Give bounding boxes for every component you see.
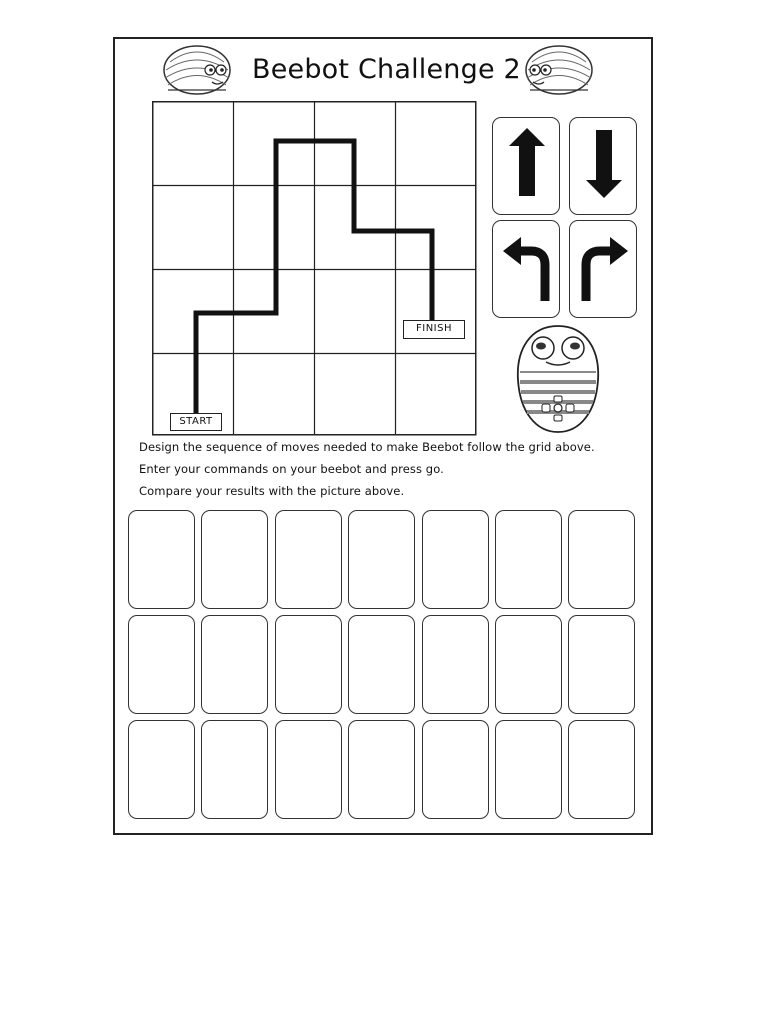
answer-card: [568, 615, 635, 714]
instruction-line-2: Enter your commands on your beebot and press go.: [139, 462, 444, 476]
answer-card: [275, 510, 342, 609]
answer-card: [348, 615, 415, 714]
answer-card: [201, 615, 268, 714]
answer-card: [422, 720, 489, 819]
answer-card: [495, 615, 562, 714]
answer-card: [201, 720, 268, 819]
start-label: START: [170, 413, 222, 431]
beebot-title-right-icon: [522, 40, 596, 98]
answer-card: [495, 720, 562, 819]
finish-label: FINISH: [403, 320, 465, 339]
answer-card: [495, 510, 562, 609]
answer-card: [348, 720, 415, 819]
answer-card: [128, 510, 195, 609]
answer-card: [568, 510, 635, 609]
instruction-line-3: Compare your results with the picture above.: [139, 484, 405, 498]
turn-left-arrow-icon: [493, 221, 561, 319]
answer-card: [348, 510, 415, 609]
beebot-title-left-icon: [160, 40, 234, 98]
answer-card: [422, 510, 489, 609]
beebot-robot-icon: [512, 322, 604, 436]
answer-card: [201, 510, 268, 609]
instruction-line-1: Design the sequence of moves needed to make Beebot follow the grid above.: [139, 440, 595, 454]
down-arrow-icon: [570, 118, 638, 216]
answer-card: [128, 720, 195, 819]
answer-card: [568, 720, 635, 819]
backward-command-card: [569, 117, 637, 215]
answer-card: [128, 615, 195, 714]
grid-lines: [152, 101, 478, 437]
beebot-grid: [152, 101, 478, 441]
turn-right-command-card: [569, 220, 637, 318]
answer-card: [275, 720, 342, 819]
forward-command-card: [492, 117, 560, 215]
answer-card: [275, 615, 342, 714]
up-arrow-icon: [493, 118, 561, 216]
turn-left-command-card: [492, 220, 560, 318]
page-title: Beebot Challenge 2: [252, 54, 521, 85]
answer-card: [422, 615, 489, 714]
turn-right-arrow-icon: [570, 221, 638, 319]
